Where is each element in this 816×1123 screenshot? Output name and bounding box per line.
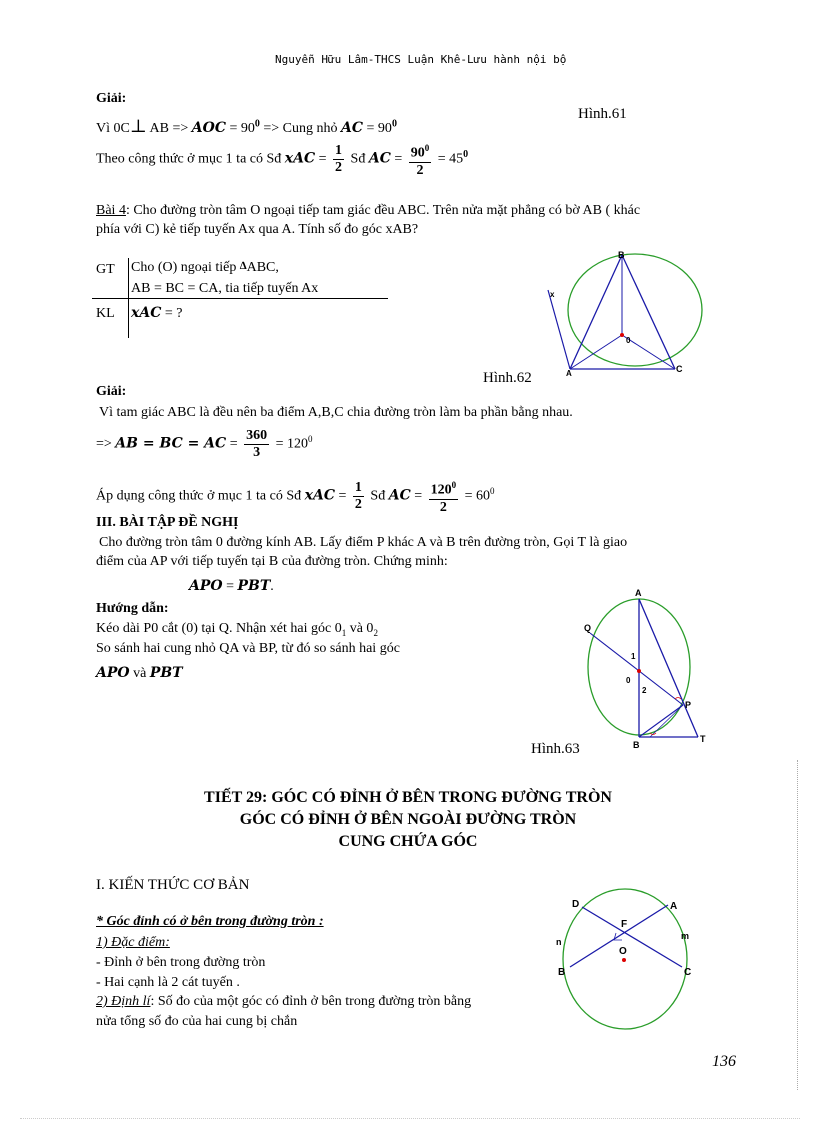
label-f: F bbox=[621, 919, 628, 930]
label-d: D bbox=[572, 899, 580, 910]
subsection-title: * Góc đỉnh có ở bên trong đường tròn : bbox=[96, 914, 324, 929]
circle-o bbox=[568, 254, 702, 366]
kl-line: xAC = ? bbox=[131, 305, 183, 321]
lesson-title-2: GÓC CÓ ĐỈNH Ở BÊN NGOÀI ĐƯỜNG TRÒN bbox=[239, 811, 577, 828]
label-b: B bbox=[618, 250, 625, 260]
label-x: x bbox=[550, 290, 555, 299]
section-3-equation: APO = PBT. bbox=[189, 578, 274, 594]
lesson-title-1: TIẾT 29: GÓC CÓ ĐỈNH Ở BÊN TRONG ĐƯỜNG TRÒN bbox=[204, 789, 612, 806]
solution2-line1: Vì tam giác ABC là đều nên ba điểm A,B,C chia đường tròn làm ba phần bằng nhau. bbox=[99, 405, 573, 420]
chord-ab bbox=[570, 905, 668, 967]
center-point bbox=[637, 669, 641, 673]
chord-dc bbox=[582, 907, 682, 967]
lesson-title-3: CUNG CHỨA GÓC bbox=[338, 833, 478, 850]
figure-62 bbox=[530, 245, 710, 385]
label-o: O bbox=[619, 946, 627, 957]
helper-line bbox=[650, 705, 683, 737]
gt-line2: AB = BC = CA, tia tiếp tuyến Ax bbox=[131, 281, 319, 296]
exercise-4-line2: phía với C) kẻ tiếp tuyến Ax qua A. Tính số đo góc xAB? bbox=[96, 222, 419, 237]
characteristic-1: - Đỉnh ở bên trong đường tròn bbox=[96, 955, 266, 970]
solution-formula: Theo công thức ở mục 1 ta có Sđ xAC = $\frac{1}{2}$ Sđ AC = $\frac{90^0}{2}$ = $45^0$ bbox=[96, 140, 468, 179]
label-a: A bbox=[566, 369, 572, 378]
label-a: A bbox=[635, 588, 642, 598]
label-m: m bbox=[681, 931, 690, 941]
exercise-4-line1: Bài 4: Cho đường tròn tâm O ngoại tiếp tam giác đều ABC. Trên nửa mặt phẳng có bờ AB ( khác bbox=[96, 203, 641, 218]
characteristics-label: 1) Đặc điểm: bbox=[96, 935, 170, 950]
label-b: B bbox=[633, 740, 640, 750]
hint-line2: So sánh hai cung nhỏ QA và BP, từ đó so sánh hai góc bbox=[96, 641, 400, 656]
label-t: T bbox=[700, 734, 706, 744]
center-point bbox=[622, 958, 626, 962]
angle-mark-p bbox=[675, 698, 681, 700]
gt-line1: Cho (O) ngoại tiếp ∆ABC, bbox=[131, 260, 279, 275]
hint-label: Hướng dẫn: bbox=[96, 601, 169, 616]
theorem-line1: 2) Định lí: Số đo của một góc có đỉnh ở bên trong đường tròn bằng bbox=[96, 994, 472, 1009]
kl-label: KL bbox=[96, 306, 115, 321]
solution-line: Vì 0C⊥ AB => AOC = $90^0$ => Cung nhỏ AC = $90^0$ bbox=[96, 116, 397, 136]
solution-label: Giải: bbox=[96, 91, 127, 106]
solution2-line3: Áp dụng công thức ở mục 1 ta có Sđ xAC = $\frac{1}{2}$ Sđ AC = $\frac{120^0}{2}$ = $60^0$ bbox=[96, 477, 495, 516]
section-3-para1: Cho đường tròn tâm 0 đường kính AB. Lấy điểm P khác A và B trên đường tròn, Gọi T là giao bbox=[99, 535, 628, 550]
section-1-title: I. KIẾN THỨC CƠ BẢN bbox=[96, 877, 250, 893]
hint-line1: Kéo dài P0 cắt (0) tại Q. Nhận xét hai góc $0_1$ và $0_2$ bbox=[96, 621, 378, 638]
page-border-bottom bbox=[20, 1118, 800, 1119]
page-border-right bbox=[797, 760, 798, 1090]
hint-line3: APO và PBT bbox=[96, 665, 183, 681]
label-b: B bbox=[558, 967, 566, 978]
tangent-ax bbox=[548, 290, 570, 369]
figure-caption-62: Hình.62 bbox=[483, 370, 532, 386]
label-c: C bbox=[684, 967, 692, 978]
center-point bbox=[620, 333, 624, 337]
chord-bp bbox=[639, 705, 683, 737]
figure-caption-61: Hình.61 bbox=[578, 106, 627, 122]
label-n: n bbox=[556, 937, 562, 947]
figure-64 bbox=[550, 885, 710, 1035]
figure-caption-63: Hình.63 bbox=[531, 741, 580, 757]
label-q: Q bbox=[584, 623, 592, 633]
characteristic-2: - Hai cạnh là 2 cát tuyến . bbox=[96, 975, 240, 990]
solution2-line2: => AB = BC = AC = $\frac{360}{3}$ = $120^0$ bbox=[96, 428, 313, 460]
figure-63 bbox=[580, 585, 715, 750]
line-at bbox=[639, 599, 698, 737]
label-p: P bbox=[685, 700, 692, 710]
label-a: A bbox=[670, 901, 678, 912]
page-header: Nguyễn Hữu Lâm-THCS Luận Khê-Lưu hành nội bộ bbox=[275, 53, 567, 66]
section-3-title: III. BÀI TẬP ĐỀ NGHỊ bbox=[96, 515, 239, 530]
theorem-line2: nửa tổng số đo của hai cung bị chắn bbox=[96, 1014, 298, 1029]
label-angle-1: 1 bbox=[631, 652, 636, 661]
section-3-para2: điểm của AP với tiếp tuyến tại B của đường tròn. Chứng minh: bbox=[96, 554, 448, 569]
label-angle-2: 2 bbox=[642, 686, 647, 695]
label-o: 0 bbox=[626, 676, 631, 685]
gt-kl-horizontal-rule bbox=[92, 298, 388, 299]
page-number: 136 bbox=[712, 1053, 736, 1070]
label-o: 0 bbox=[626, 336, 631, 345]
gt-label: GT bbox=[96, 262, 115, 277]
label-c: C bbox=[676, 364, 683, 374]
solution2-label: Giải: bbox=[96, 384, 127, 399]
